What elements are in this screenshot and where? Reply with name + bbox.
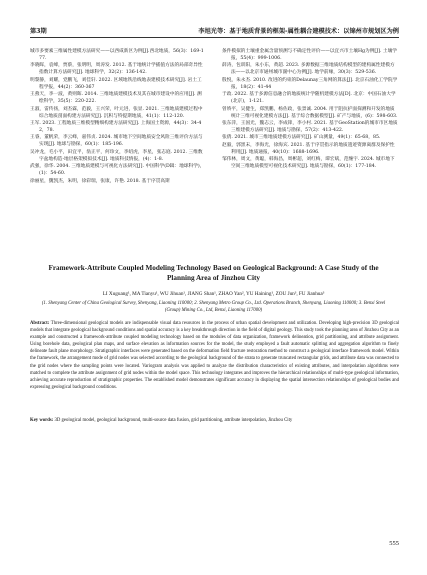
reference-item: 城市多要素三维属性建模方法研究——以西咸新区为例[J].西北地质，56(3)：169-177. xyxy=(30,49,204,62)
reference-item: 王淑，雷传扬，刘杰霖，范毅，王兴荣，叶元进，张显. 2021. 三维地质建模过程中综合地质剖面构建方法研究[J]. 沉积与特提斯地质，41(1)：112-120. xyxy=(30,106,203,119)
page-number: 555 xyxy=(389,540,399,547)
reference-item: 于政. 2022. 基于多源信息融合的地质统计学随机建模方法[D]. 北京：中国石油大学(北京)，1-121. xyxy=(222,92,396,105)
reference-item: 王燕天，李一波，黄则晖. 2014. 三维地质建模技术及其在城市建设中的应用[J]. 测绘科学，35(5)：220-222. xyxy=(30,92,202,105)
reference-item: 王睿，董帆荣，李云峰，嘉伟贞. 2024. 城市地下空间地质安全风险三维评价方法与实现[J]. 地球与勘探，60(1)：185-196. xyxy=(30,135,203,148)
reference-item: 明黎静，刘耀，党鹏飞，刘佳轩. 2022. 区域地铁沿线地表建模技术研究[J]. 岩土工程学报，44(2)：360-367 xyxy=(30,77,202,90)
affiliations: (1. Shenyang Center of China Geological Survey, Shenyang, Liaoning 110000; 2. Shenyang Metro Group Co., Ltd. Operations Branch, Shenyang, Liaoning 110000; 3. Benxi Steel (Group) Mining Co., Ltd, Benxi, Liaoning 117000) xyxy=(41,301,386,313)
abstract-label: Abstract: xyxy=(30,321,50,326)
reference-item: 李晓晖，袁峰，贾蔡，张明明，周涛发. 2012. 基于地统计学插值方法的局部奇异性指数计算方法研究[J]. 地球科学，32(2)：136-142. xyxy=(30,63,203,76)
english-title: Framework-Attribute Coupled Modeling Technology Based on Geological Background: A Case Study of the Planning Area of Jinzhou City xyxy=(48,264,379,282)
reference-item: 吴冲龙，毛小平，田宜平，翁正平，何珍文，李绍虎，李星，张志庭. 2012. 三维数字盆地构造-地层格架模拟技术[J]. 地质科技情报，(4)：1-8. xyxy=(30,149,203,162)
reference-item: 殷悦，朱永杰. 2010. 改进的约束的Delaunay三角网的算法[J]. 北京石油化工学院学报，18(2)：41-44 xyxy=(222,77,398,90)
reference-item: 条件模拟的土壤重金属含量预测与不确定性评价——以宜兴市土壤Hg为例[J]. 土壤学报，55(4)：999-1006. xyxy=(222,49,397,62)
reference-item: 曾娇平，吴健生，郑凯鹏，杨佐政，张景诚. 2004. 用于阻抗护面探测和开发的地质统计三维可视化建模方法[J]. 基于综合数据模型[J]. 矿产与地质，(6)：598-603. xyxy=(222,106,398,119)
reference-item: 赵毅，郭黑末，李海光，徐海宾. 2021. 基于序贯指示的地质遗迹资源离群及保护性利用[J]. 地质通报，40(10)：1688-1696. xyxy=(222,142,395,155)
keywords-label: Key words: xyxy=(30,418,54,423)
running-header xyxy=(30,26,399,38)
running-title: 李旭光等：基于地质背景的框架-属性耦合建模技术：以锦州市规划区为例 xyxy=(198,28,399,35)
issue-number: 第3期 xyxy=(30,28,47,35)
abstract xyxy=(30,320,399,391)
author-list: LI Xuguang¹, MA Tianyu¹, WU Jihuan¹, JIANG Shan¹, ZHAO Yan², YU Haining¹, ZOU Jun³, FU Jianhua³ xyxy=(102,291,325,297)
reference-item: 薛涛，包训阳，朱小东，黄超. 2023. 多源数据三维地质结构模型的建构属性建模方法——以北京市通州城市副中心为例[J]. 地学前缘，30(3)：529-536. xyxy=(222,63,395,76)
keywords-text: 3D geological model, geological background, multi-source data fusion, grid partitioning, attribute interpolation, Jinzhou City xyxy=(54,418,293,423)
reference-item: 张东萍，王国光，魏志云，李成锋，李小村. 2021. 基于GeoStation的城市市区地质三维建模方法研究[J]. 地质与勘探，57(2)：413-422. xyxy=(222,120,398,133)
abstract-text: Three-dimensional geological models are indispensable visual data resources in the process of urban spatial development and utilization. Developing high-precision 3D geological models that integrate geological background conditions and spatial accuracy is a key breakthrough direction in the field of digital geology. This study took the planning area of Jinzhou City as an example and constructed a framework-attribute coupled modeling technology based on the modules of data organization, framework delineation, grid partitioning, and attribute assignment. Using borehole data, geological plan maps, and surface elevation as information sources for the model, the study employed a fault automatic splitting and aggregation algorithm to finely delineate fault plane morphology. Stratigraphic interfaces were generated based on the deformation field fracture restoration method to construct a geological interface framework model. Within the framework, the arrangement mode of grid nodes was selected according to the geological background of the strata to generate truncated rectangular grids, and attribute data was connected to the grid nodes where the sampling points were located. Variogram analysis was applied to analyze the distribution characteristics of existing attributes, and interpolation algorithms were matched to complete the attribute assignment of grid nodes within the model space. This technology integrates and improves the hierarchical relationships of multi-type geological information, achieving accurate reproduction of stratigraphic properties. The established model demonstrates significant accuracy in displaying the spatial intersection relationships of geological bodies and expressing geological background conditions. xyxy=(30,321,400,390)
reference-item: 张倩. 2021. 城市三维地质建模方法研究[J]. 矿山测量，49(1)：65-68，85. xyxy=(222,135,381,141)
reference-item: 王军. 2023. 工程地质三维模型精细构建方法研究[J]. 上海国土资源，44(3)：34-42，78. xyxy=(30,120,202,133)
keywords xyxy=(30,417,399,424)
reference-item: 邹伟林，周文，黄聪，韩海昌，周彬超，刘红梅，谭宏斌，范缠宇. 2024. 城市地下空间三维地质模型可视化技术研究[J]. 地质与勘探，60(1)：177-184. xyxy=(222,157,395,170)
reference-item: 武强，徐华. 2004. 三维地质建模与可视化方法研究[J]. 中国科学(D辑：地球科学)，(1)：54-60. xyxy=(30,164,205,177)
references-left-column xyxy=(30,48,206,185)
reference-item: 徐丽星，魏凯杰，朱明，徐彩瑞，张康，许艳. 2018. 基于序贯高斯 xyxy=(30,178,170,184)
references-right-column xyxy=(222,48,398,170)
